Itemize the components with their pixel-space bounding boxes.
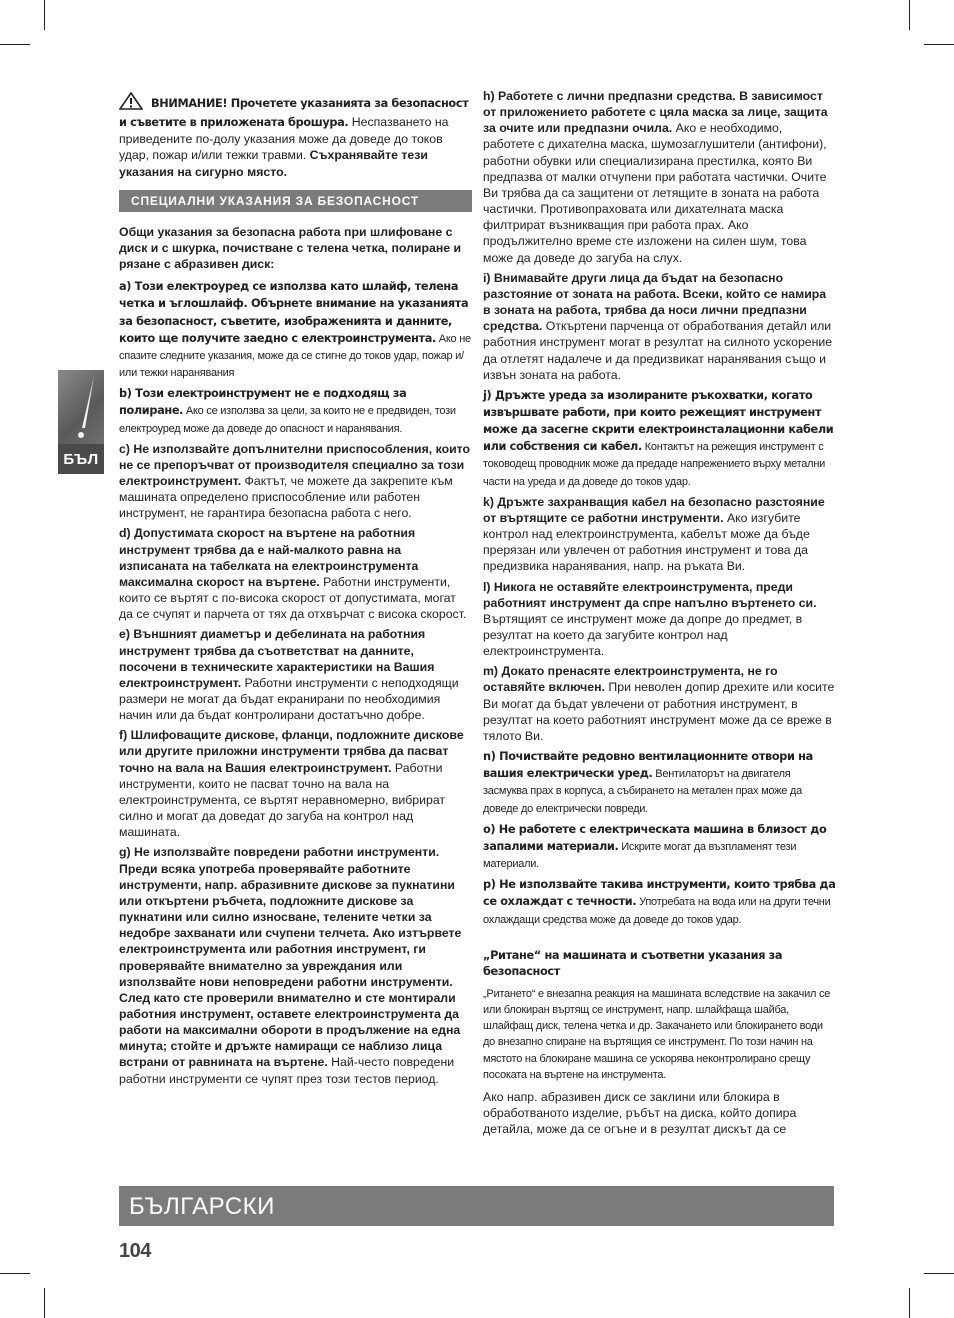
warning-bold-end: Съхранявайте тези указания на сигурно място. bbox=[119, 148, 428, 179]
safety-item bbox=[119, 626, 472, 723]
safety-item-title: k) Дръжте захранващия кабел на безопасно разстояние от въртящите се работни инструменти. bbox=[483, 494, 825, 525]
page-number: 104 bbox=[119, 1240, 151, 1262]
safety-item-text: Искрите могат да възпламенят тези материали. bbox=[483, 840, 797, 871]
safety-item-title: h) Работете с лични предпазни средства. В зависимост от приложението работете с цяла маска за лице, защита за очите или предпазни очила. bbox=[483, 89, 828, 136]
warning-notice bbox=[119, 92, 472, 180]
safety-item bbox=[483, 270, 837, 383]
safety-item-text: Работни инструменти, които не пасват точно на вала на електроинструмента, се въртят неравномерно, вибрират силно и могат да доведат до загуба на контрол над машината. bbox=[119, 760, 446, 840]
safety-item bbox=[119, 844, 472, 1086]
language-side-tab bbox=[58, 370, 104, 474]
crop-mark bbox=[924, 1273, 954, 1274]
exclamation-icon bbox=[58, 370, 104, 444]
safety-item bbox=[119, 385, 472, 436]
crop-mark bbox=[44, 0, 45, 30]
safety-item-text: Работни инструменти, които се въртят с по-висока скорост от допустимата, могат да се счупят и парчета от тях да отхвърчат с висока скорост. bbox=[119, 574, 467, 622]
safety-item-text: Въртящият се инструмент може да допре до предмет, в резултат на което да загубите контрол над електроинструмента. bbox=[483, 611, 803, 659]
kickback-heading: „Ритане“ на машината и съответни указания за безопасност bbox=[483, 948, 783, 978]
safety-item-text: Ако не спазите следните указания, може да се стигне до токов удар, пожар и/ или тежки наранявания bbox=[119, 332, 471, 380]
safety-item-title: n) Почиствайте редовно вентилационните отвори на вашия електрически уред. bbox=[483, 750, 813, 781]
safety-item bbox=[483, 579, 837, 660]
safety-item bbox=[119, 441, 472, 522]
safety-item-title: o) Не работете с електрическата машина в близост до запалими материали. bbox=[483, 822, 827, 853]
safety-item-text: Фактът, че можете да закрепите към машината определено приспособление или работен инструмент, не гарантира безопасна работа с него. bbox=[119, 473, 453, 521]
safety-item-title: d) Допустимата скорост на въртене на работния инструмент трябва да е най-малкото равна на изписаната на табелката на електроинструмента максимална скорост на въртене. bbox=[119, 526, 419, 589]
safety-item-text: Ако е необходимо, работете с дихателна маска, шумозаглушители (антифони), работни обувки или специализирана престилка, която Ви предпазва от малки отчупени при работата частички. Очите Ви трябва да са защитени от летящите в зоната на работа частички. Противопраховата или дихателната маска филтрират възникващия при работа прах. Ако продължително време сте изложени на силен шум, това може да доведе до загуба на слух. bbox=[483, 121, 827, 265]
kickback-paragraph: „Ритането“ е внезапна реакция на машината вследствие на закачил се или блокиран въртящ се инструмент, напр. шлайфаща шайба, шлайфащ диск, телена четка и др. Закачането или блокирането води до внезапно спиране на въртящия се инструмент. По този начин на мястото на блокиране машина се ускорява неконтролирано срещу посоката на въртене на инструмента. bbox=[483, 987, 831, 1081]
safety-item bbox=[483, 748, 837, 817]
safety-item-title: m) Докато пренасяте електроинструмента, не го оставяйте включен. bbox=[483, 664, 778, 695]
crop-mark bbox=[909, 1288, 910, 1318]
warning-bold: ВНИМАНИЕ! Прочетете указанията за безопасност и съветите в приложената брошура. bbox=[119, 97, 469, 130]
section-header bbox=[119, 190, 472, 212]
safety-item bbox=[119, 525, 472, 622]
safety-item-title: e) Външният диаметър и дебелината на работния инструмент трябва да съответстват на данните, посочени в техническите характеристики на Вашия електроинструмент. bbox=[119, 627, 435, 690]
safety-item-title: i) Внимавайте други лица да бъдат на безопасно разстояние от зоната на работа. Всеки, който се намира в зоната на работа, трябва да носи лични предпазни средства. bbox=[483, 270, 827, 334]
safety-item-title: g) Не използвайте повредени работни инструменти. Преди всяка употреба проверявайте работните инструменти, напр. абразивните дискове за пукнатини или откъртени ръбчета, подложните дискове за пукнатини или силно износване, телените четки за недобре захванати или счупени телчета. Ако изтървете електроинструмента или работния инструмент, ги проверявайте внимателно за увреждания или използвайте нови неповредени работни инструменти. След като сте проверили внимателно и сте монтирали работния инструмент, оставете електроинструмента да работи на максимални обороти в продължение на една минута; стойте и дръжте намиращи се наблизо лица встрани от равнината на въртене. bbox=[119, 845, 462, 1070]
safety-item-text: При неволен допир дрехите или косите Ви могат да бъдат увлечени от работния инструмент, в резултат на което работният инструмент може да се вреже в тялото Ви. bbox=[483, 680, 835, 743]
general-heading: Общи указания за безопасна работа при шлифоване с диск и с шкурка, почистване с телена четка, полиране и рязане с абразивен диск: bbox=[119, 224, 462, 272]
safety-item bbox=[119, 278, 472, 381]
safety-item-text: Ако се използва за цели, за които не е предвиден, този електроуред може да доведе до опасност и наранявания. bbox=[119, 405, 456, 435]
language-tab-label: БЪЛ bbox=[63, 451, 99, 468]
right-safety-list bbox=[483, 88, 837, 928]
left-column bbox=[119, 92, 472, 1091]
safety-item-text: Откъртени парченца от обработвания детайл или работния инструмент могат в резултат на силното ускорение да отлетят надалече и да предизвикат наранявания също и извън зоната на работа. bbox=[483, 319, 833, 382]
left-safety-list bbox=[119, 278, 472, 1087]
safety-item bbox=[483, 876, 837, 927]
crop-mark bbox=[44, 1288, 45, 1318]
warning-text: Неспазването на приведените по-долу указания може да доведе до токов удар, пожар и/или тежки травми. bbox=[119, 115, 449, 163]
safety-item-title: p) Не използвайте такива инструменти, които трябва да се охлаждат с течности. bbox=[483, 878, 836, 909]
safety-item-title: b) Този електроинструмент не е подходящ за полиране. bbox=[119, 387, 407, 418]
safety-item-text: Най-често повредени работни инструменти се чупят през този тестов период. bbox=[119, 1055, 455, 1086]
kickback-paragraph-2: Ако напр. абразивен диск се заклини или блокира в обработваното изделие, ръбът на диска, който допира детайла, може да се огъне и в резултат дискът да се bbox=[483, 1089, 797, 1137]
safety-item bbox=[483, 663, 837, 744]
safety-item-title: c) Не използвайте допълнителни приспособления, които не се препоръчват от производителя специално за този електроинструмент. bbox=[119, 441, 471, 488]
footer-language-bar bbox=[119, 1186, 834, 1226]
safety-item-title: j) Дръжте уреда за изолираните ръкохватки, когато извършвате работи, при които режещият инструмент може да засегне скрити електроинсталационни кабели или собствения си кабел. bbox=[483, 388, 834, 454]
section-header-text: СПЕЦИАЛНИ УКАЗАНИЯ ЗА БЕЗОПАСНОСТ bbox=[131, 193, 420, 208]
safety-item-text: Вентилаторът на двигателя засмуква прах в корпуса, а събирането на метален прах може да доведе до електрически повреди. bbox=[483, 768, 802, 815]
safety-item-text: Работни инструменти с неподходящи размери не могат да бъдат екранирани по необходимия начин или да бъдат контролирани достатъчно добре. bbox=[119, 675, 459, 723]
safety-item bbox=[119, 727, 472, 840]
warning-triangle-icon bbox=[119, 92, 143, 114]
safety-item-text: Употребата на вода или на други течни охлаждащи средства може да доведе до токов удар. bbox=[483, 896, 831, 926]
crop-mark bbox=[909, 0, 910, 30]
safety-item bbox=[483, 494, 837, 575]
safety-item-title: f) Шлифоващите дискове, фланци, подложните дискове или другите приложни инструменти трябва да пасват точно на вала на Вашия електроинструмент. bbox=[119, 728, 464, 775]
safety-item-title: l) Никога не оставяйте електроинструмента, преди работният инструмент да спре напълно въртенето си. bbox=[483, 579, 817, 610]
safety-item bbox=[483, 387, 837, 490]
safety-item-text: Контактът на режещия инструмент с тоководещ проводник може да предаде напрежението върху метални части на уреда и да доведе до токов удар. bbox=[483, 441, 826, 488]
crop-mark bbox=[0, 1273, 30, 1274]
safety-item bbox=[483, 821, 837, 872]
safety-item bbox=[483, 88, 837, 266]
safety-item-title: a) Този електроуред се използва като шлайф, телена четка и ъглошлайф. Обърнете внимание на указанията за безопасност, съветите, изображенията и данните, които ще получите заедно с електроинструмента. bbox=[119, 280, 469, 345]
safety-item-text: Ако изгубите контрол над електроинструмента, кабелът може да бъде прерязан или увлечен от работния инструмент и това да предизвика наранявания, напр. на ръката Ви. bbox=[483, 510, 810, 574]
footer-language-label: БЪЛГАРСКИ bbox=[129, 1193, 275, 1220]
crop-mark bbox=[0, 44, 30, 45]
right-column bbox=[483, 88, 837, 1141]
crop-mark bbox=[924, 44, 954, 45]
